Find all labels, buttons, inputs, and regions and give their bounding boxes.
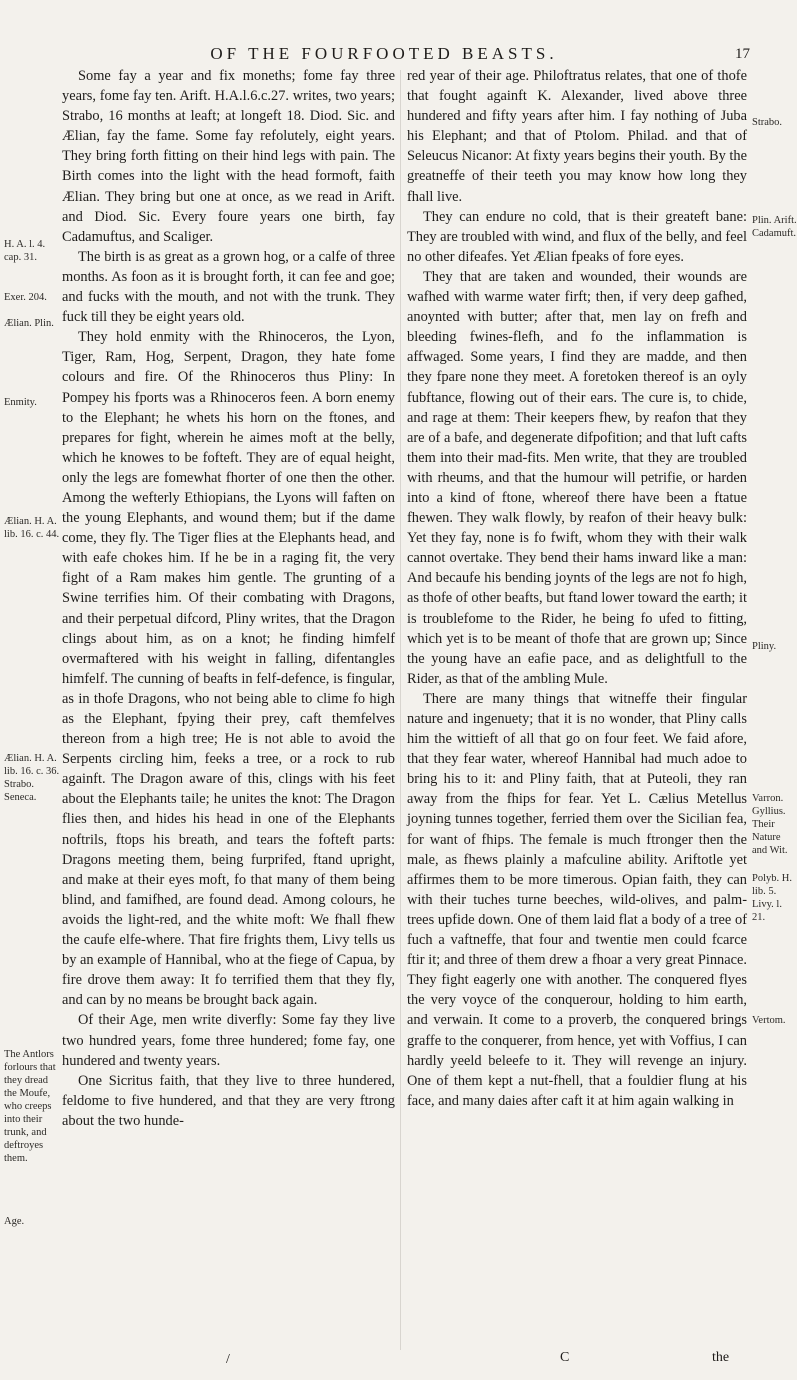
margin-note: Exer. 204. bbox=[4, 292, 47, 303]
margin-note: Enmity. bbox=[4, 397, 37, 408]
margin-note: Vertom. bbox=[752, 1015, 786, 1026]
margin-note: Pliny. bbox=[752, 641, 777, 652]
paragraph: red year of their age. Philoftratus relates, that one of thofe that fought againft K. Alexander, lived above three hundered and fifty years after him. I fay nothing of Juba his Elephant; and that of Ptolom. Philad. and that of Seleucus Nicanor: At fixty years begins their youth. By the greatneffe of their teeth you may know how long they fhall live. bbox=[407, 68, 747, 205]
signature-mark: C bbox=[560, 1350, 570, 1365]
left-column bbox=[62, 66, 395, 1131]
margin-note: H. A. l. 4. cap. 31. bbox=[4, 239, 46, 263]
margin-note: Ælian. H. A. lib. 16. c. 36. Strabo. Seneca. bbox=[4, 753, 60, 803]
paragraph: The birth is as great as a grown hog, or a calfe of three months. As foon as it is brought forth, it can fee and goe; and fucks with the mouth, and not with the trunk. They fuck till they be eight years old. bbox=[62, 248, 395, 326]
margin-note: Ælian. H. A. lib. 16. c. 44. bbox=[4, 516, 60, 540]
margin-note: Plin. Arift. Cadamuft. bbox=[752, 215, 797, 239]
paragraph: Some fay a year and fix moneths; fome fay three years, fome fay ten. Arift. H.A.l.6.c.27. writes, two years; Strabo, 16 months at leaft; at longeft 18. Diod. Sic. and Ælian, fay the fame. Some fay refolutely, eight years. They bring forth fitting on their hind legs with pain. The Birth comes into the light with the head formoft, faith Ælian. They bring but one at once, as we read in Arift. and Diod. Sic. Every foure years one birth, fay Cadamuftus, and Scaliger. bbox=[62, 68, 395, 245]
margin-note: Polyb. H. lib. 5. Livy. l. 21. bbox=[752, 873, 792, 923]
margin-note: Age. bbox=[4, 1216, 25, 1227]
margin-note: Strabo. bbox=[752, 117, 783, 128]
margin-note: The Antlors forlours that they dread the Moufe, who creeps into their trunk, and deftroyes them. bbox=[4, 1049, 56, 1164]
column-divider bbox=[400, 70, 401, 1350]
paragraph: They can endure no cold, that is their greateft bane: They are troubled with wind, and flux of the belly, and feel no other difeafes. Yet Ælian fpeaks of fore eyes. bbox=[407, 208, 747, 265]
paragraph: Of their Age, men write diverfly: Some fay they live two hundred years, fome three hundered; fome fay, one hundered and twenty years. bbox=[62, 1012, 395, 1069]
margin-note: Varron. Gyllius. Their Nature and Wit. bbox=[752, 793, 788, 856]
paragraph: There are many things that witneffe their fingular nature and ingenuety; that it is no wonder, that Pliny calls him the wittieft of all that go on four feet. We faid afore, that they fear water, whereof Hannibal had much adoe to bring his to it: and Pliny faith, that at Puteoli, they ran away from the fhips for fear. Yet L. Cælius Metellus joyning tunnes together, ferried them over the Sicilian fea, for want of fhips. The female is much ftronger then the male, as fhews plainly a mafculine ability. Ariftotle yet affirmes them to be more timerous. Opian faith, they can with their tuches turne beeches, wild-olives, and palm-trees upfide down. One of them laid flat a body of a tree of fuch a vaftneffe, that four and twentie men could fcarce ftir it; and three of them drew a fhoar a very great Pinnace. They fight eagerly one with another. The conquered flyes the very voyce of the conquerour, holding to him earth, and verwain. It come to a proverb, the conquered brings graffe to the conquerer, from hence, yet with Voffius, I can hardly yeeld beleefe to it. They will revenge an injury. One of them kept a nut-fhell, that a fouldier flung at his face, and many daies after caft it at him again walking in bbox=[407, 690, 747, 1109]
paragraph: They hold enmity with the Rhinoceros, the Lyon, Tiger, Ram, Hog, Serpent, Dragon, they hate fome colours and fire. Of the Rhinoceros thus Pliny: In Pompey his fports was a Rhinoceros feen. A born enemy to the Elephant; he whets his horn on the ftones, and prepares for fight, wherein he aimes moft at the belly, which he knowes to be fofteft. They are of equal height, only the legs are fomewhat fhorter of one then the other. Among the wefterly Ethiopians, the Lyons will faften on the young Elephants, and wound them; but if the dame come, they fly. The Tiger flies at the Elephants head, and with eafe chokes him. If he be in a raging fit, the very fight of a Ram makes him gentle. The grunting of a Swine terrifies him. Of their combating with Dragons, and their perpetual difcord, Pliny writes, that the Dragon clings about him, as on a knot; he finding himfelf overmaftered with his weight in falling, difentangles himfelf. The cunning of beafts in felf-defence, is fingular, as in thofe Dragons, who not being able to clime fo high as the Elephant, fpying their prey, caft themfelves thereon from a high tree; He is not able to avoid the Serpents circling him, feeks a tree, or a rock to rub againft. The Dragon aware of this, clings with his feet about the Elephants taile; he unites the knot: The Dragon flies then, and hides his head in one of the Elephants noftrils, ftops his breath, and tears the fofteft parts: Dragons meeting them, being furprifed, ftand upright, and make at their eyes moft, fo that many of them being blind, and famifhed, are found dead. Among colours, he avoids the light-red, and the white moft: We fhall fhew the caufe elfe-where. That fire frights them, Livy tells us by an example of Hannibal, who at the fiege of Capua, by fire drove them away: It fo terrified them that they fly, and can by no means be brought back again. bbox=[62, 329, 395, 1009]
running-title: OF THE FOURFOOTED BEASTS. bbox=[210, 44, 558, 63]
footer-mark: / bbox=[226, 1352, 230, 1367]
catchword: the bbox=[712, 1350, 730, 1365]
paragraph: One Sicritus faith, that they live to three hundered, feldome to five hundered, and that they are very ftrong about the two hunde- bbox=[62, 1072, 395, 1129]
paragraph: They that are taken and wounded, their wounds are wafhed with warme water firft; then, if very deep gafhed, anoynted with butter; after that, men lay on frefh and bleeding fwines-flefh, and fo the inflammation is affwaged. Some years, I find they are madde, and then they fpare none they meet. A foretoken thereof is an oyly fubftance, flowing out of their ears. The cure is, to chide, and rage at them: Their keepers fhew, by reafon that they are of a bafe, and degenerate difpofition; and that luft cafts them into their mad-fits. Men write, that they are troubled with rheums, and that the humour will petrifie, or harden into a kind of ftone, whereof there have been a ftatue fhewen. They walk flowly, by reafon of their heavy bulk: Yet they fay, none is fo fwift, whom they with their walk cannot overtake. They bend their hams inward like a man: And becaufe his bending joynts of the legs are not fo high, as thofe of other beafts, but ftand lower toward the earth; it is troublefome to the Rider, he being fo ufed to fitting, which yet is to be meant of thofe that are grown up; Since the young have an eafie pace, and as delightfull to the Rider, as that of the ambling Mule. bbox=[407, 268, 747, 687]
running-header bbox=[62, 40, 762, 68]
page-number: 17 bbox=[735, 46, 750, 62]
margin-note: Ælian. Plin. bbox=[4, 318, 54, 329]
right-column bbox=[407, 66, 747, 1111]
